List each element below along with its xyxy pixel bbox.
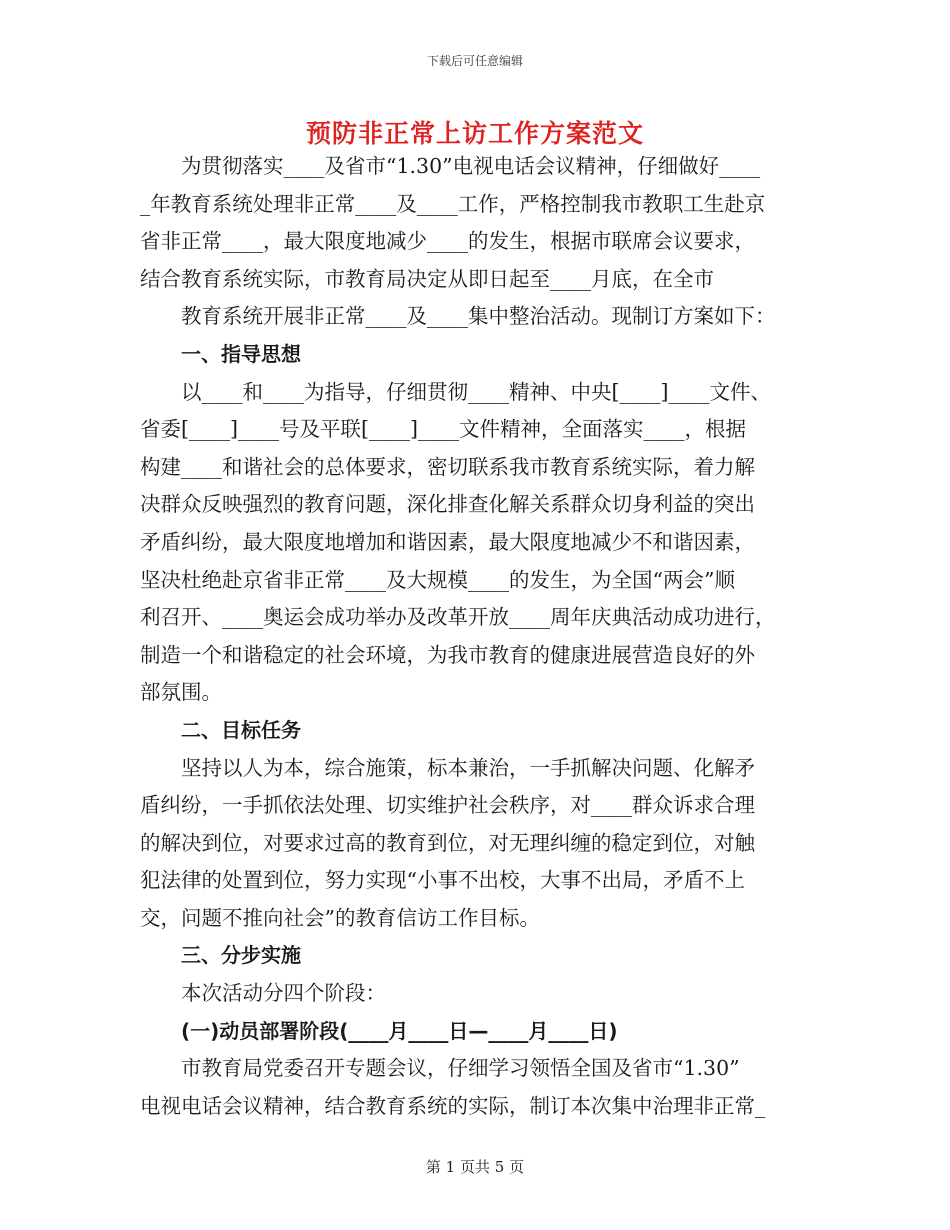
page-header-note: 下载后可任意编辑 xyxy=(426,54,523,68)
text-line: 省非正常____，最大限度地减少____的发生，根据市联席会议要求， xyxy=(140,229,755,254)
text-line: 制造一个和谐稳定的社会环境，为我市教育的健康进展营造良好的外 xyxy=(140,642,755,667)
text-line: 坚持以人为本，综合施策，标本兼治，一手抓解决问题、化解矛 xyxy=(181,755,755,780)
document-body xyxy=(140,148,820,1125)
text-line: 犯法律的处置到位，努力实现“小事不出校，大事不出局，矛盾不上 xyxy=(140,868,745,893)
text-line: 教育系统开展非正常____及____集中整治活动。现制订方案如下： xyxy=(181,304,776,329)
section3-intro xyxy=(140,975,820,1013)
text-line: 坚决杜绝赴京省非正常____及大规模____的发生，为全国“两会”顺 xyxy=(140,567,735,592)
text-line: 省委[____]____号及平联[____]____文件精神，全面落实____，根据 xyxy=(140,417,746,442)
text-line: 本次活动分四个阶段： xyxy=(181,981,386,1006)
section3-heading: 三、分步实施 xyxy=(181,943,301,968)
section-heading xyxy=(140,712,820,750)
text-line: 矛盾纠纷，最大限度地增加和谐因素，最大限度地减少不和谐因素， xyxy=(140,529,755,554)
text-line: 决群众反映强烈的教育问题，深化排查化解关系群众切身利益的突出 xyxy=(140,492,755,517)
text-line: 结合教育系统实际，市教育局决定从即日起至____月底，在全市 xyxy=(140,266,714,291)
text-line: 利召开、____奥运会成功举办及改革开放____周年庆典活动成功进行， xyxy=(140,605,776,630)
text-line: 市教育局党委召开专题会议，仔细学习领悟全国及省市“1.30” xyxy=(181,1056,740,1081)
text-line: 盾纠纷，一手抓依法处理、切实维护社会秩序，对____群众诉求合理 xyxy=(140,793,755,818)
text-line: 的解决到位，对要求过高的教育到位，对无理纠缠的稳定到位，对触 xyxy=(140,830,755,855)
phase1-heading: (一)动员部署阶段(____月____日—____月____日) xyxy=(181,1018,618,1043)
section1-heading: 一、指导思想 xyxy=(181,341,301,366)
section2-heading: 二、目标任务 xyxy=(181,717,301,742)
section-heading xyxy=(140,937,820,975)
intro-paragraph xyxy=(140,148,820,298)
text-line: 交，问题不推向社会”的教育信访工作目标。 xyxy=(140,905,540,930)
text-line: 为贯彻落实____及省市“1.30”电视电话会议精神，仔细做好____ xyxy=(181,154,761,178)
document-title: 预防非正常上访工作方案范文 xyxy=(305,119,644,148)
text-line: 构建____和谐社会的总体要求，密切联系我市教育系统实际，着力解 xyxy=(140,454,755,479)
page-footer: 第 1 页共 5 页 xyxy=(425,1158,525,1176)
text-line: 以____和____为指导，仔细贯彻____精神、中央[____]____文件、 xyxy=(181,379,771,404)
section2-paragraph xyxy=(140,750,820,938)
phase-heading xyxy=(140,1013,820,1051)
intro-paragraph-2 xyxy=(140,298,820,336)
section-heading xyxy=(140,336,820,374)
text-line: 部氛围。 xyxy=(140,680,222,705)
text-line: 电视电话会议精神，结合教育系统的实际，制订本次集中治理非正常_ xyxy=(140,1093,766,1118)
section3-paragraph xyxy=(140,1050,820,1125)
section1-paragraph xyxy=(140,374,820,712)
text-line: _年教育系统处理非正常____及____工作，严格控制我市教职工生赴京 xyxy=(140,191,766,216)
